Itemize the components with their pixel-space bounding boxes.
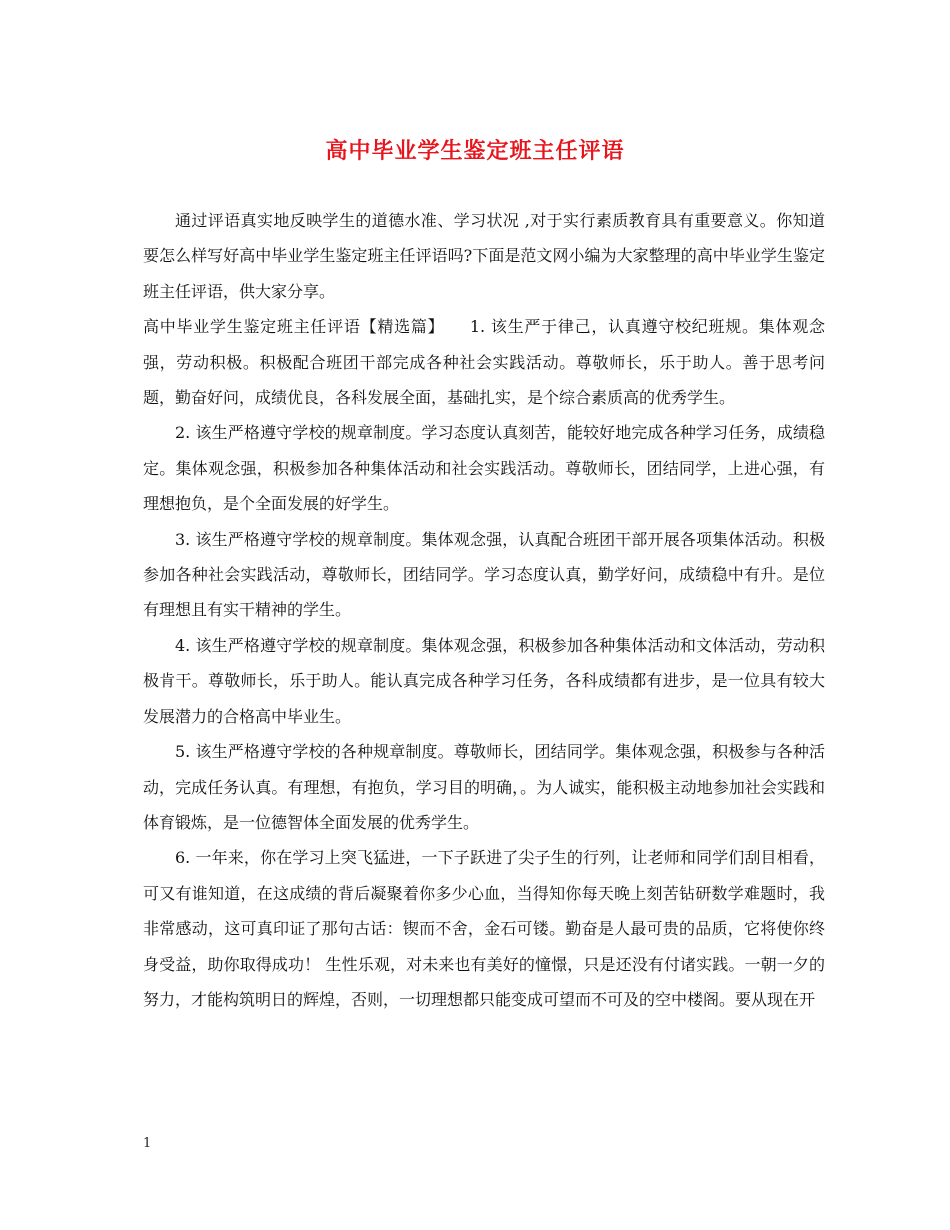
intro-paragraph: 通过评语真实地反映学生的道德水准、学习状况 ,对于实行素质教育具有重要意义。你知道要怎么样写好高中毕业学生鉴定班主任评语吗?下面是范文网小编为大家整理的高中毕业学生鉴定班主任评语，供大家分享。 — [143, 211, 825, 301]
comment-paragraph-3: 3. 该生严格遵守学校的规章制度。集体观念强，认真配合班团干部开展各项集体活动。积极参加各种社会实践活动，尊敬师长，团结同学。学习态度认真，勤学好问，成绩稳中有升。是位有理想且有实干精神的学生。 — [143, 529, 825, 620]
comment-paragraph-6: 6. 一年来，你在学习上突飞猛进，一下子跃进了尖子生的行列，让老师和同学们刮目相看，可又有谁知道，在这成绩的背后凝聚着你多少心血，当得知你每天晚上刻苦钻研数学难题时，我非常感动，这可真印证了那句古话：锲而不舍，金石可镂。勤奋是人最可贵的品质，它将使你终身受益，助你取得成功！ 生性乐观，对未来也有美好的憧憬，只是还没有付诸实践。一朝一夕的努力，才能构筑明日的辉煌，否则，一切理想都只能变成可望而不可及的空中楼阁。要从现在开 — [143, 848, 825, 1009]
document-body — [143, 203, 825, 1017]
comment-paragraph-2: 2. 该生严格遵守学校的规章制度。学习态度认真刻苦，能较好地完成各种学习任务，成绩稳定。集体观念强，积极参加各种集体活动和社会实践活动。尊敬师长，团结同学，上进心强，有理想抱负，是个全面发展的好学生。 — [143, 423, 825, 514]
comment-paragraph-4: 4. 该生严格遵守学校的规章制度。集体观念强，积极参加各种集体活动和文体活动，劳动积极肯干。尊敬师长，乐于助人。能认真完成各种学习任务，各科成绩都有进步，是一位具有较大发展潜力的合格高中毕业生。 — [143, 635, 825, 726]
comment-paragraph-1: 高中毕业学生鉴定班主任评语【精选篇】 1. 该生严于律己，认真遵守校纪班规。集体观念强，劳动积极。积极配合班团干部完成各种社会实践活动。尊敬师长，乐于助人。善于思考问题，勤奋好问，成绩优良，各科发展全面，基础扎实，是个综合素质高的优秀学生。 — [143, 317, 825, 408]
comment-paragraph-5: 5. 该生严格遵守学校的各种规章制度。尊敬师长，团结同学。集体观念强，积极参与各种活动，完成任务认真。有理想，有抱负，学习目的明确，。为人诚实，能积极主动地参加社会实践和体育锻炼，是一位德智体全面发展的优秀学生。 — [143, 742, 825, 832]
document-title: 高中毕业学生鉴定班主任评语 — [325, 138, 625, 164]
page-number: 1 — [143, 1136, 152, 1151]
